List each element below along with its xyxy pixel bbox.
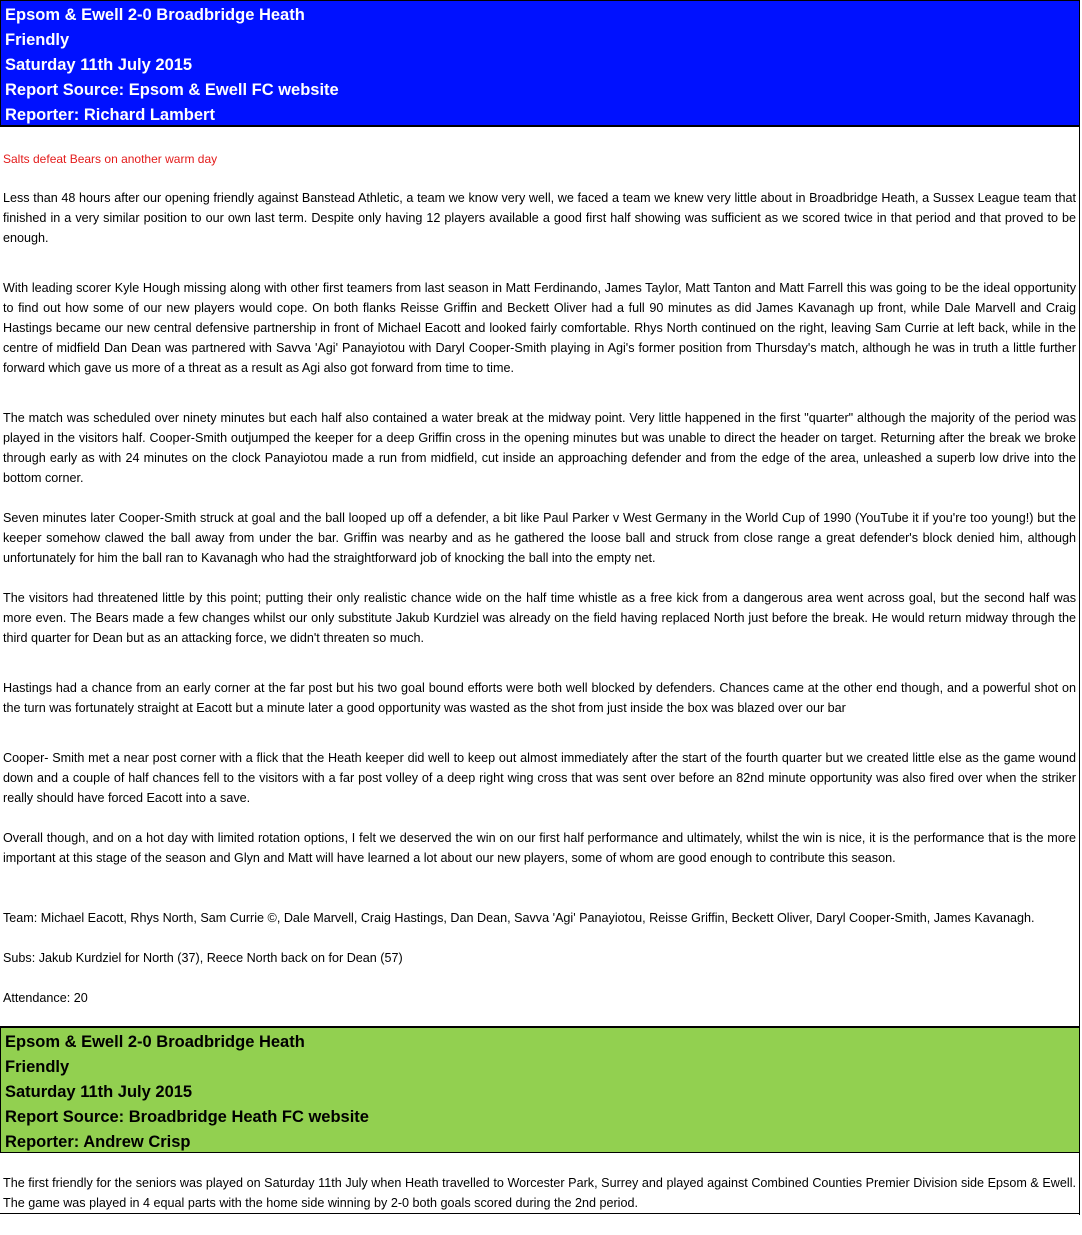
report-body-broadbridge bbox=[0, 1153, 1080, 1215]
report-header-broadbridge bbox=[0, 1026, 1080, 1153]
match-type: Friendly bbox=[5, 31, 70, 49]
report-paragraph: Overall though, and on a hot day with limited rotation options, I felt we deserved the win on our first half performance and ultimately, whilst the win is nice, it is the performance that is the more important at this stage of the season and Glyn and Matt will have learned a lot about our new players, some of whom are good enough to contribute this season. bbox=[3, 831, 1076, 865]
report-paragraph: Less than 48 hours after our opening friendly against Banstead Athletic, a team we know very well, we faced a team we knew very little about in Broadbridge Heath, a Sussex League team that finished in a very similar position to our own last term. Despite only having 12 players available a good first half showing was sufficient as we scored twice in that period and that proved to be enough. bbox=[3, 191, 1076, 245]
match-title: Epsom & Ewell 2-0 Broadbridge Heath bbox=[5, 1033, 305, 1051]
reporter: Reporter: Andrew Crisp bbox=[5, 1133, 191, 1151]
report-source: Report Source: Epsom & Ewell FC website bbox=[5, 81, 339, 99]
match-title: Epsom & Ewell 2-0 Broadbridge Heath bbox=[5, 6, 305, 24]
report-header-epsom bbox=[0, 0, 1080, 127]
report-paragraph: Cooper- Smith met a near post corner with a flick that the Heath keeper did well to keep out almost immediately after the start of the fourth quarter but we created little else as the game wound down and a couple of half chances fell to the visitors with a far post volley of a deep right wing cross that was sent over before an 82nd minute opportunity was also fired over when the striker really should have forced Eacott into a save. bbox=[3, 751, 1076, 805]
page-bottom-border bbox=[0, 1213, 1080, 1214]
report-paragraph: The visitors had threatened little by this point; putting their only realistic chance wide on the half time whistle as a free kick from a dangerous area went across goal, but the second half was more even. The Bears made a few changes whilst our only substitute Jakub Kurdziel was already on the field having replaced North just before the break. He would return midway through the third quarter for Dean but as an attacking force, we didn't threaten so much. bbox=[3, 591, 1076, 645]
match-type: Friendly bbox=[5, 1058, 70, 1076]
report-paragraph: The first friendly for the seniors was played on Saturday 11th July when Heath travelled to Worcester Park, Surrey and played against Combined Counties Premier Division side Epsom & Ewell. The game was played in 4 equal parts with the home side winning by 2-0 both goals scored during the 2nd period. bbox=[3, 1176, 1076, 1210]
report-headline: Salts defeat Bears on another warm day bbox=[3, 152, 218, 166]
substitutes: Subs: Jakub Kurdziel for North (37), Reece North back on for Dean (57) bbox=[3, 951, 403, 965]
match-date: Saturday 11th July 2015 bbox=[5, 1083, 193, 1101]
match-date: Saturday 11th July 2015 bbox=[5, 56, 193, 74]
report-source: Report Source: Broadbridge Heath FC website bbox=[5, 1108, 369, 1126]
report-body-epsom bbox=[0, 127, 1080, 1026]
team-lineup: Team: Michael Eacott, Rhys North, Sam Currie ©, Dale Marvell, Craig Hastings, Dan Dean, Savva 'Agi' Panayiotou, Reisse Griffin, Beckett Oliver, Daryl Cooper-Smith, James Kavanagh. bbox=[3, 911, 1035, 925]
report-paragraph: Seven minutes later Cooper-Smith struck at goal and the ball looped up off a defender, a bit like Paul Parker v West Germany in the World Cup of 1990 (YouTube it if you're too young!) but the keeper somehow clawed the ball away from under the bar. Griffin was nearby and as he gathered the loose ball and struck from close range a great defender's block denied him, although unfortunately for him the ball ran to Kavanagh who had the straightforward job of knocking the ball into the empty net. bbox=[3, 511, 1076, 565]
report-paragraph: With leading scorer Kyle Hough missing along with other first teamers from last season in Matt Ferdinando, James Taylor, Matt Tanton and Matt Farrell this was going to be the ideal opportunity to find out how some of our new players would cope. On both flanks Reisse Griffin and Beckett Oliver had a full 90 minutes as did James Kavanagh up front, while Dale Marvell and Craig Hastings became our new central defensive partnership in front of Michael Eacott and looked fairly comfortable. Rhys North continued on the right, leaving Sam Currie at left back, while in the centre of midfield Dan Dean was partnered with Savva 'Agi' Panayiotou with Daryl Cooper-Smith playing in Agi's former position from Thursday's match, although he was in truth a little further forward which gave us more of a threat as a result as Agi also got forward from time to time. bbox=[3, 281, 1076, 375]
reporter: Reporter: Richard Lambert bbox=[5, 106, 215, 124]
report-paragraph: Hastings had a chance from an early corner at the far post but his two goal bound efforts were both well blocked by defenders. Chances came at the other end though, and a powerful shot on the turn was fortunately straight at Eacott but a minute later a good opportunity was wasted as the shot from just inside the box was blazed over our bar bbox=[3, 681, 1076, 715]
report-paragraph: The match was scheduled over ninety minutes but each half also contained a water break at the midway point. Very little happened in the first "quarter" although the majority of the period was played in the visitors half. Cooper-Smith outjumped the keeper for a deep Griffin cross in the opening minutes but was unable to direct the header on target. Returning after the break we broke through early as with 24 minutes on the clock Panayiotou made a run from midfield, cut inside an approaching defender and from the edge of the area, unleashed a superb low drive into the bottom corner. bbox=[3, 411, 1076, 485]
attendance: Attendance: 20 bbox=[3, 991, 88, 1005]
